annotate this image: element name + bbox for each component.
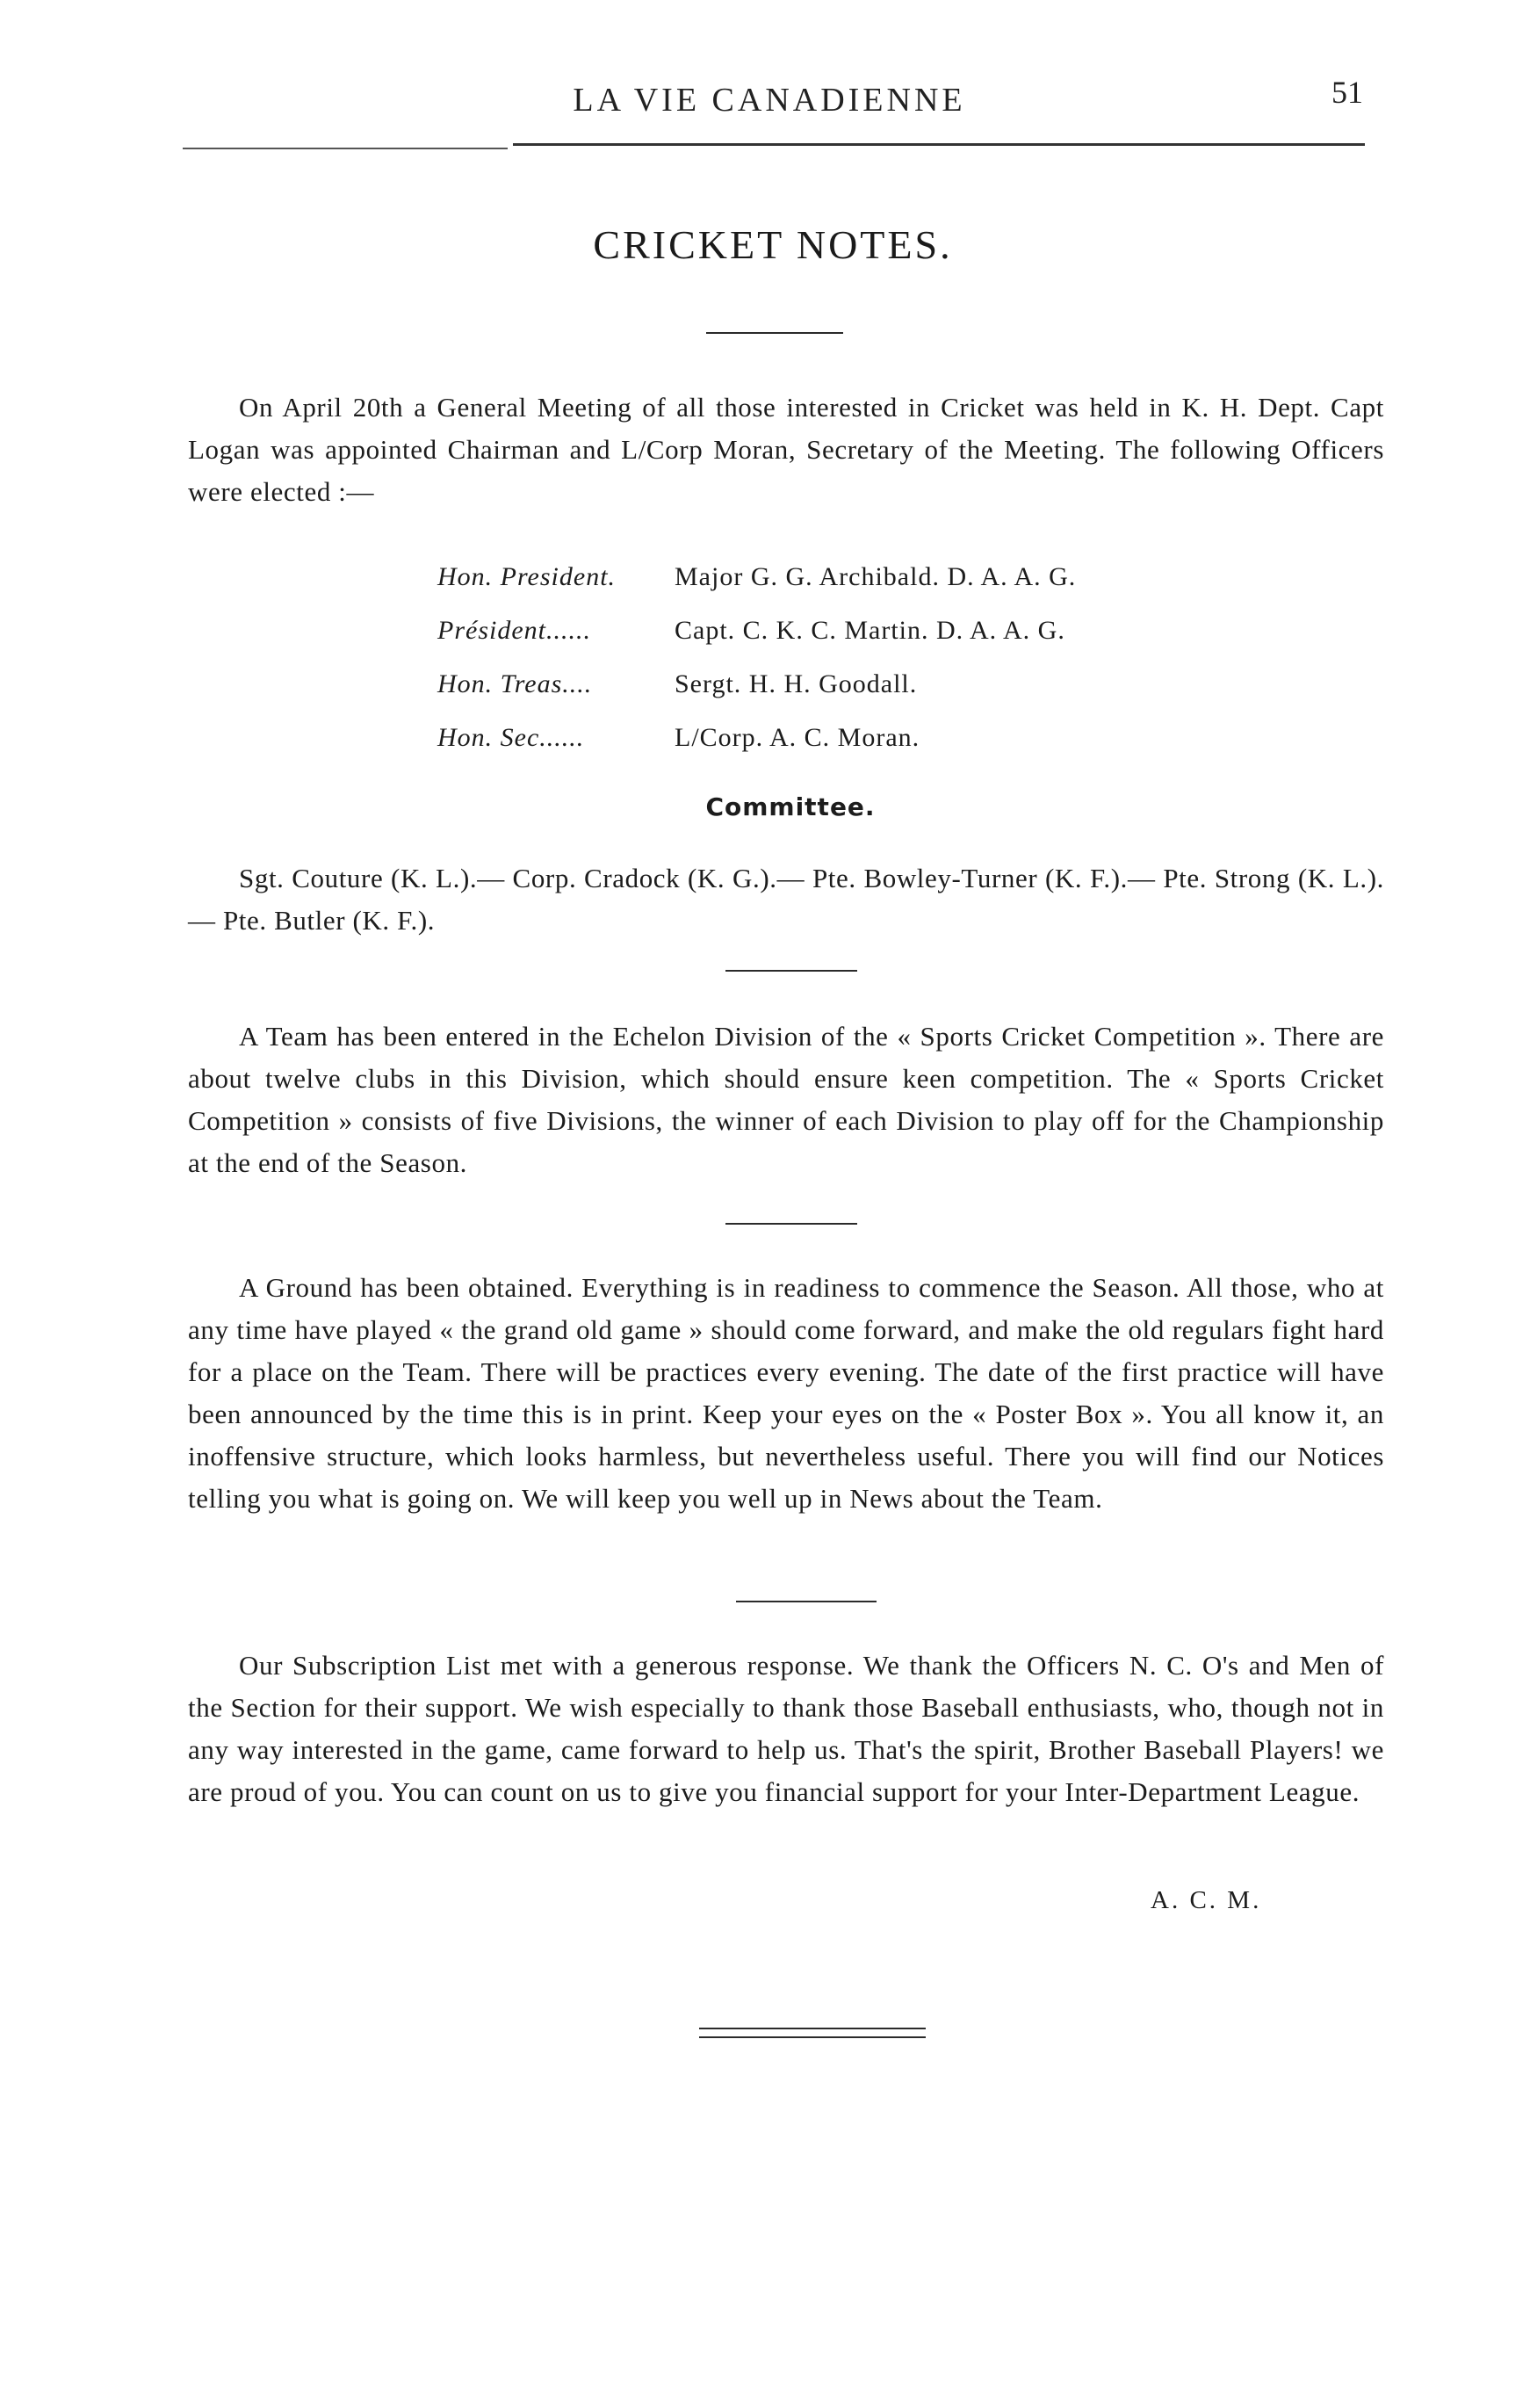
officer-row (437, 723, 1076, 777)
title-divider (706, 332, 843, 334)
section-divider (736, 1601, 877, 1602)
officer-row (437, 669, 1076, 723)
running-header-title: LA VIE CANADIENNE (573, 82, 966, 119)
section-divider (725, 1223, 857, 1225)
officer-row (437, 562, 1076, 616)
officer-role: Hon. Treas.... (437, 669, 593, 698)
team-paragraph: A Team has been entered in the Echelon Division of the « Sports Cricket Competition ». There are about twelve clubs in this Division, which should ensure keen competition. The « Sports Cricket Competition » consists of five Divisions, the winner of each Division to play off for the Championship at the end of the Season. (188, 1021, 1384, 1178)
closing-double-rule (699, 2028, 926, 2038)
officer-role: Hon. President. (437, 562, 617, 591)
page-number: 51 (1331, 75, 1363, 110)
article-title: CRICKET NOTES. (593, 222, 953, 267)
committee-heading: Committee. (705, 792, 876, 821)
officer-role: Hon. Sec...... (437, 723, 585, 752)
header-rule-right (513, 143, 1365, 146)
section-divider (725, 970, 857, 972)
officer-name: L/Corp. A. C. Moran. (675, 723, 920, 752)
header-rule-left (183, 148, 508, 149)
intro-paragraph: On April 20th a General Meeting of all those interested in Cricket was held in K. H. Dept. Capt Logan was appointed Chairman and L/Corp Moran, Secretary of the Meeting. The following Officers were elected :— (188, 392, 1384, 507)
officer-row (437, 616, 1076, 669)
officer-name: Sergt. H. H. Goodall. (675, 669, 918, 698)
officer-name: Major G. G. Archibald. D. A. A. G. (675, 562, 1077, 591)
subscription-paragraph: Our Subscription List met with a generous response. We thank the Officers N. C. O's and Men of the Section for their support. We wish especially to thank those Baseball enthusiasts, who, though not in any way interested in the game, came forward to help us. That's the spirit, Brother Baseball Players! we are proud of you. You can count on us to give you financial support for your Inter-Department League. (188, 1650, 1384, 1807)
officers-list (437, 562, 1076, 777)
committee-members-paragraph: Sgt. Couture (K. L.).— Corp. Cradock (K. G.).— Pte. Bowley-Turner (K. F.).— Pte. Strong (K. L.).— Pte. Butler (K. F.). (188, 863, 1384, 936)
ground-paragraph: A Ground has been obtained. Everything is in readiness to commence the Season. All those, who at any time have played « the grand old game » should come forward, and make the old regulars fight hard for a place on the Team. There will be practices every evening. The date of the first practice will have been announced by the time this is in print. Keep your eyes on the « Poster Box ». You all know it, an inoffensive structure, which looks harmless, but nevertheless useful. There you will find our Notices telling you what is going on. We will keep you well up in News about the Team. (188, 1272, 1384, 1514)
author-signature: A. C. M. (1151, 1886, 1262, 1914)
officer-name: Capt. C. K. C. Martin. D. A. A. G. (675, 616, 1065, 645)
officer-role: Président...... (437, 616, 591, 645)
